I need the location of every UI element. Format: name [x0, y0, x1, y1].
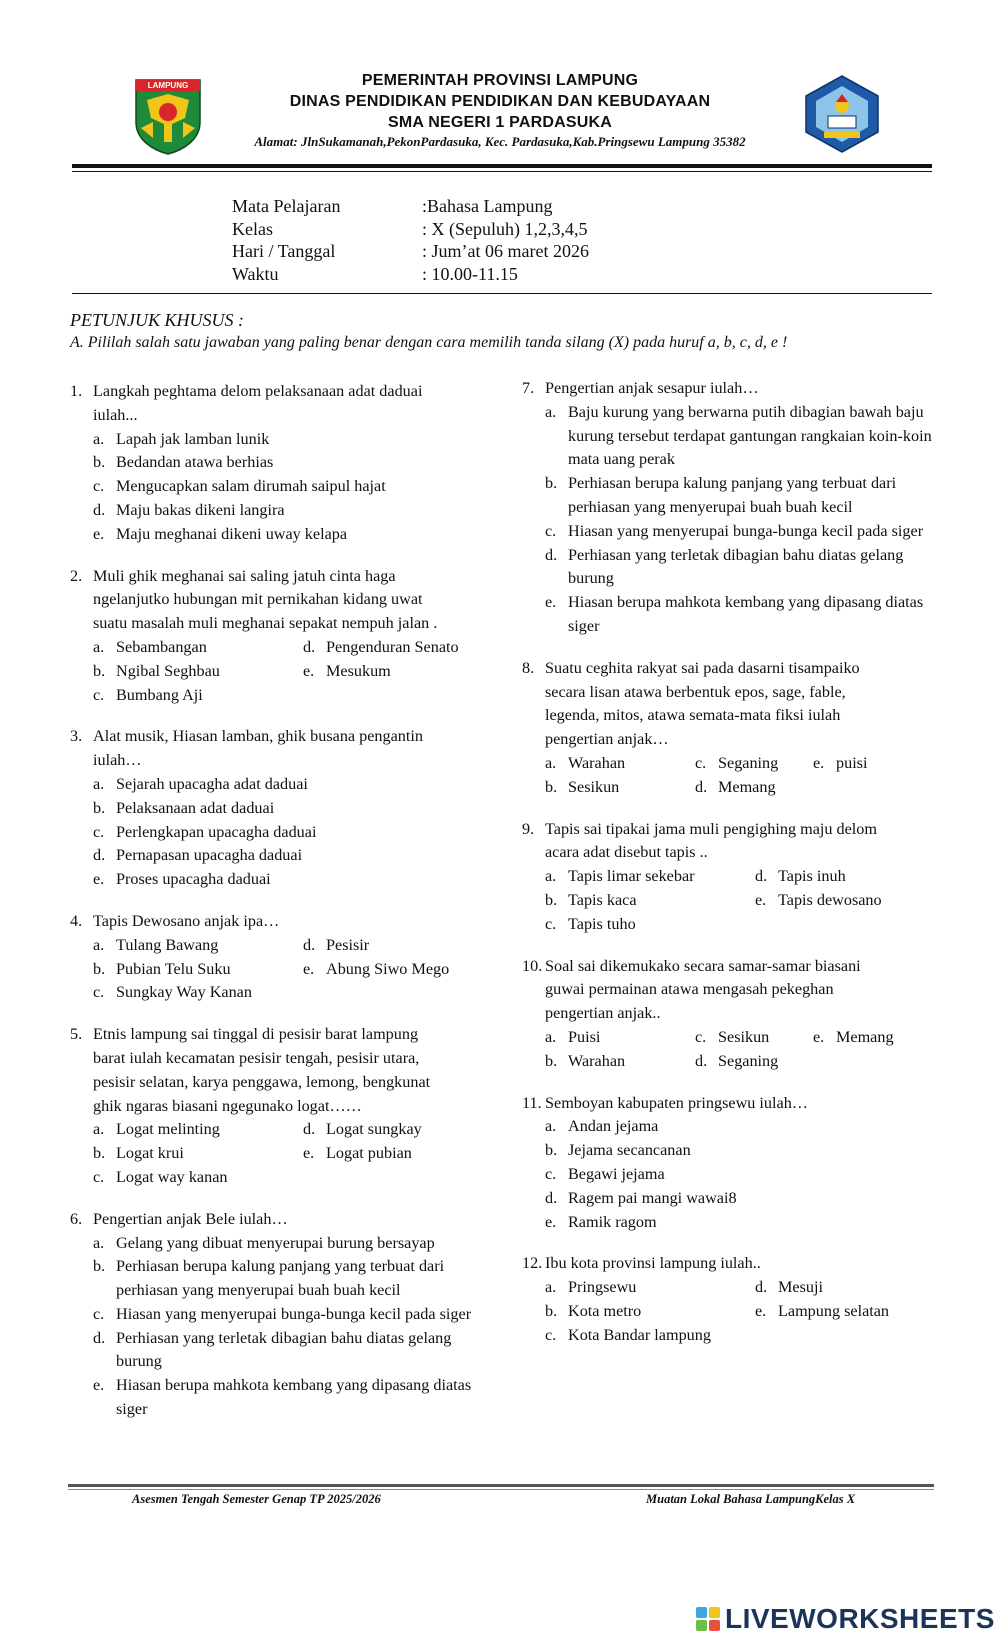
option-c[interactable]	[545, 913, 755, 937]
option-text: Bedandan atawa berhias	[116, 453, 274, 472]
questions-right-column	[522, 377, 932, 1365]
option-letter: c.	[545, 1325, 557, 1344]
option-text: Tapis kaca	[568, 890, 637, 909]
option-letter: a.	[545, 1027, 557, 1046]
exam-info	[232, 196, 589, 286]
option-letter: a.	[545, 402, 557, 421]
option-d[interactable]	[93, 1327, 480, 1375]
option-c[interactable]	[93, 684, 303, 708]
option-letter: a.	[93, 429, 105, 448]
option-text: Sesikun	[718, 1027, 770, 1046]
option-text: Seganing	[718, 1051, 779, 1070]
option-b[interactable]	[93, 660, 303, 684]
option-letter: a.	[545, 1117, 557, 1136]
option-a[interactable]	[93, 773, 480, 797]
option-letter: e.	[813, 1027, 825, 1046]
question-number: 1.	[70, 382, 83, 400]
option-a[interactable]	[545, 1276, 755, 1300]
question-number: 9.	[522, 819, 535, 838]
option-text: Proses upacagha daduai	[116, 870, 271, 889]
option-letter: e.	[813, 753, 825, 772]
option-text: Maju bakas dikeni langira	[116, 500, 285, 519]
liveworksheets-logo-icon	[695, 1606, 721, 1632]
option-text: Baju kurung yang berwarna putih dibagian bawah baju kurung tersebut terdapat gantungan rangkaian koin-koin mata uang perak	[568, 402, 932, 469]
option-c[interactable]	[695, 1026, 813, 1050]
info-label: Kelas	[232, 218, 273, 239]
header-divider-thick	[72, 164, 932, 168]
info-row	[232, 196, 589, 219]
option-letter: b.	[545, 1051, 558, 1070]
option-letter: d.	[303, 935, 316, 954]
option-e[interactable]	[813, 752, 932, 776]
questions-left-column	[70, 380, 480, 1440]
option-letter: b.	[93, 661, 106, 680]
instructions-title: PETUNJUK KHUSUS :	[70, 310, 244, 330]
option-text: puisi	[836, 753, 868, 772]
option-text: Mesuji	[778, 1278, 823, 1297]
question-text: Etnis lampung sai tinggal di pesisir barat lampung	[93, 1025, 419, 1044]
option-d[interactable]	[695, 1050, 813, 1074]
option-b[interactable]	[93, 797, 480, 821]
question-6	[70, 1208, 480, 1422]
option-letter: b.	[93, 1257, 106, 1276]
question-text: Soal sai dikemukako secara samar-samar biasani	[545, 956, 861, 975]
option-letter: a.	[93, 637, 105, 656]
question-text: ghik ngaras biasani ngegunako logat……	[93, 1096, 362, 1115]
header-line-1: PEMERINTAH PROVINSI LAMPUNG	[361, 72, 639, 89]
question-number: 2.	[70, 566, 83, 585]
question-12	[522, 1252, 932, 1347]
option-text: Andan jejama	[568, 1117, 659, 1136]
option-letter: a.	[545, 867, 557, 886]
option-letter: b.	[545, 474, 558, 493]
option-letter: a.	[545, 1278, 557, 1297]
question-number: 7.	[522, 379, 535, 397]
option-b[interactable]	[93, 1142, 303, 1166]
option-text: Pubian Telu Suku	[116, 959, 231, 978]
option-letter: a.	[93, 1233, 105, 1252]
option-c[interactable]	[545, 520, 932, 544]
option-text: Lapah jak lamban lunik	[116, 429, 270, 448]
option-a[interactable]	[545, 1115, 932, 1139]
option-a[interactable]	[93, 1232, 480, 1256]
option-text: Begawi jejama	[568, 1164, 665, 1183]
option-letter: d.	[303, 637, 316, 656]
option-a[interactable]	[545, 752, 695, 776]
option-letter: e.	[303, 1144, 315, 1163]
question-text: pengertian anjak..	[545, 1004, 661, 1023]
option-letter: e.	[545, 1212, 557, 1231]
option-a[interactable]	[93, 636, 303, 660]
option-text: Logat melinting	[116, 1120, 220, 1139]
question-7	[522, 377, 932, 639]
option-text: Puisi	[568, 1027, 601, 1046]
option-letter: d.	[93, 846, 106, 865]
option-a[interactable]	[545, 865, 755, 889]
option-c[interactable]	[93, 981, 303, 1005]
question-10	[522, 955, 932, 1074]
question-text: Pengertian anjak sesapur iulah…	[545, 379, 759, 397]
option-letter: c.	[545, 914, 557, 933]
header-line-3: SMA NEGERI 1 PARDASUKA	[388, 114, 612, 131]
question-number: 4.	[70, 911, 83, 930]
question-8	[522, 657, 932, 800]
option-text: Abung Siwo Mego	[326, 959, 450, 978]
question-text: legenda, mitos, atawa semata-mata fiksi iulah	[545, 706, 841, 725]
option-text: Logat sungkay	[326, 1120, 422, 1139]
option-letter: d.	[93, 500, 106, 519]
footer-right: Muatan Lokal Bahasa LampungKelas X	[646, 1492, 856, 1506]
option-text: Warahan	[568, 1051, 626, 1070]
option-b[interactable]	[93, 958, 303, 982]
option-b[interactable]	[545, 889, 755, 913]
option-text: Seganing	[718, 753, 779, 772]
option-text: Mengucapkan salam dirumah saipul hajat	[116, 477, 386, 496]
option-text: Gelang yang dibuat menyerupai burung bersayap	[116, 1233, 435, 1252]
option-letter: e.	[93, 1376, 105, 1395]
option-letter: d.	[93, 1328, 106, 1347]
question-text: Muli ghik meghanai sai saling jatuh cinta haga	[93, 566, 396, 585]
option-text: Perlengkapan upacagha daduai	[116, 822, 317, 841]
option-text: Sungkay Way Kanan	[116, 983, 252, 1002]
option-text: Pernapasan upacagha daduai	[116, 846, 303, 865]
option-letter: c.	[93, 1304, 105, 1323]
option-e[interactable]	[303, 1142, 480, 1166]
question-number: 8.	[522, 658, 535, 677]
option-b[interactable]	[93, 1255, 480, 1303]
option-c[interactable]	[93, 475, 480, 499]
info-label: Mata Pelajaran	[232, 196, 341, 216]
question-text: Ibu kota provinsi lampung iulah..	[545, 1254, 761, 1273]
info-value: : 10.00-11.15	[422, 263, 518, 284]
option-text: Tapis dewosano	[778, 890, 882, 909]
option-text: Tulang Bawang	[116, 935, 219, 954]
header-line-2: DINAS PENDIDIKAN PENDIDIKAN DAN KEBUDAYAAN	[289, 93, 711, 110]
option-text: Perhiasan yang terletak dibagian bahu diatas gelang burung	[116, 1328, 452, 1371]
question-text: secara lisan atawa berbentuk epos, sage, fable,	[545, 682, 846, 701]
option-text: Ramik ragom	[568, 1212, 657, 1231]
option-d[interactable]	[93, 499, 480, 523]
option-b[interactable]	[545, 1139, 932, 1163]
question-text: Suatu ceghita rakyat sai pada dasarni tisampaiko	[545, 658, 860, 677]
option-text: Sebambangan	[116, 637, 207, 656]
option-d[interactable]	[303, 1118, 480, 1142]
option-e[interactable]	[303, 660, 480, 684]
option-d[interactable]	[93, 844, 480, 868]
option-letter: b.	[545, 1141, 558, 1160]
option-text: Kota metro	[568, 1301, 642, 1320]
option-text: Logat way kanan	[116, 1167, 228, 1186]
question-text: acara adat disebut tapis ..	[545, 843, 708, 862]
option-text: Hiasan yang menyerupai bunga-bunga kecil pada siger	[116, 1304, 472, 1323]
option-c[interactable]	[93, 821, 480, 845]
question-text: ngelanjutko hubungan mit pernikahan kidang uwat	[93, 590, 423, 609]
option-text: Memang	[718, 777, 776, 796]
option-letter: c.	[93, 1167, 105, 1186]
question-text: Alat musik, Hiasan lamban, ghik busana pengantin	[93, 727, 423, 746]
option-b[interactable]	[545, 472, 932, 520]
option-c[interactable]	[545, 1163, 932, 1187]
header-address: Alamat: JlnSukamanah,PekonPardasuka, Kec. Pardasuka,Kab.Pringsewu Lampung 35382	[254, 134, 746, 149]
option-letter: c.	[93, 477, 105, 496]
option-letter: b.	[93, 1144, 106, 1163]
option-letter: e.	[545, 593, 557, 612]
option-text: Perhiasan yang terletak dibagian bahu diatas gelang burung	[568, 545, 904, 588]
option-letter: d.	[545, 545, 558, 564]
option-text: Ragem pai mangi wawai8	[568, 1188, 737, 1207]
question-number: 5.	[70, 1025, 83, 1044]
option-letter: a.	[93, 935, 105, 954]
option-letter: b.	[545, 890, 558, 909]
question-text: pesisir selatan, karya penggawa, lemong, bengkunat	[93, 1072, 431, 1091]
question-number: 10.	[522, 956, 543, 975]
question-text: Semboyan kabupaten pringsewu iulah…	[545, 1093, 808, 1112]
option-letter: b.	[93, 453, 106, 472]
option-text: Lampung selatan	[778, 1301, 890, 1320]
option-text: Tapis inuh	[778, 867, 846, 886]
option-d[interactable]	[303, 934, 480, 958]
option-letter: c.	[93, 983, 105, 1002]
info-label: Waktu	[232, 263, 279, 284]
option-text: Logat krui	[116, 1144, 184, 1163]
instructions-text: A. Pililah salah satu jawaban yang paling benar dengan cara memilih tanda silang (X) pada huruf a, b, c, d, e !	[70, 334, 788, 351]
option-b[interactable]	[93, 451, 480, 475]
option-d[interactable]	[755, 1276, 932, 1300]
option-text: Mesukum	[326, 661, 391, 680]
option-letter: b.	[93, 959, 106, 978]
option-e[interactable]	[303, 958, 480, 982]
option-text: Warahan	[568, 753, 626, 772]
option-letter: d.	[695, 1051, 708, 1070]
option-b[interactable]	[545, 1300, 755, 1324]
option-text: Memang	[836, 1027, 894, 1046]
option-d[interactable]	[545, 544, 932, 592]
option-letter: a.	[93, 1120, 105, 1139]
option-e[interactable]	[755, 1300, 932, 1324]
option-letter: c.	[695, 753, 707, 772]
option-c[interactable]	[545, 1324, 755, 1348]
option-letter: d.	[545, 1188, 558, 1207]
option-a[interactable]	[93, 934, 303, 958]
option-d[interactable]	[755, 865, 932, 889]
liveworksheets-brand[interactable]	[695, 1603, 995, 1635]
option-letter: e.	[93, 524, 105, 543]
option-text: Kota Bandar lampung	[568, 1325, 711, 1344]
option-text: Tapis limar sekebar	[568, 867, 695, 886]
option-letter: b.	[545, 777, 558, 796]
option-text: Maju meghanai dikeni uway kelapa	[116, 524, 348, 543]
option-text: Sejarah upacagha adat daduai	[116, 774, 308, 793]
option-c[interactable]	[695, 752, 813, 776]
option-e[interactable]	[755, 889, 932, 913]
option-text: Hiasan berupa mahkota kembang yang dipasang diatas siger	[568, 593, 924, 635]
info-value: : X (Sepuluh) 1,2,3,4,5	[422, 218, 588, 239]
option-letter: e.	[755, 890, 767, 909]
option-d[interactable]	[545, 1187, 932, 1211]
option-letter: a.	[545, 753, 557, 772]
info-value: :Bahasa Lampung	[422, 196, 553, 216]
option-e[interactable]	[93, 868, 480, 892]
option-e[interactable]	[545, 1211, 932, 1235]
info-label: Hari / Tanggal	[232, 241, 336, 261]
question-number: 6.	[70, 1209, 83, 1228]
option-b[interactable]	[545, 1050, 695, 1074]
option-letter: b.	[545, 1301, 558, 1320]
footer-divider-thick	[68, 1484, 934, 1487]
question-text: iulah…	[93, 751, 142, 770]
option-c[interactable]	[93, 1303, 480, 1327]
option-e[interactable]	[813, 1026, 932, 1050]
option-e[interactable]	[93, 1374, 480, 1422]
option-text: Hiasan berupa mahkota kembang yang dipasang diatas siger	[116, 1376, 472, 1419]
option-letter: c.	[93, 685, 105, 704]
option-text: Jejama secancanan	[568, 1141, 691, 1160]
footer-divider-thin	[68, 1489, 934, 1490]
question-text: Tapis Dewosano anjak ipa…	[93, 911, 280, 930]
option-letter: e.	[755, 1301, 767, 1320]
footer-left: Asesmen Tengah Semester Genap TP 2025/2026	[132, 1492, 381, 1506]
question-text: iulah...	[93, 405, 138, 424]
question-number: 11.	[522, 1093, 542, 1112]
left-logo-text: LAMPUNG	[147, 81, 189, 90]
option-letter: c.	[545, 1164, 557, 1183]
question-number: 12.	[522, 1254, 543, 1273]
option-text: Ngibal Seghbau	[116, 661, 220, 680]
option-text: Perhiasan berupa kalung panjang yang terbuat dari perhiasan yang menyerupai buah buah kecil	[568, 474, 897, 516]
info-value: : Jum’at 06 maret 2026	[422, 241, 589, 261]
option-text: Tapis tuho	[568, 914, 636, 933]
header-divider-thin	[72, 171, 932, 172]
question-5	[70, 1023, 480, 1190]
option-letter: c.	[545, 521, 557, 540]
option-a[interactable]	[545, 1026, 695, 1050]
info-row	[232, 219, 589, 242]
option-text: Sesikun	[568, 777, 620, 796]
question-2	[70, 565, 480, 708]
option-text: Perhiasan berupa kalung panjang yang terbuat dari perhiasan yang menyerupai buah buah kecil	[116, 1257, 445, 1300]
info-divider	[72, 293, 932, 294]
option-letter: d.	[755, 867, 768, 886]
option-letter: d.	[303, 1120, 316, 1139]
option-text: Hiasan yang menyerupai bunga-bunga kecil pada siger	[568, 521, 924, 540]
option-letter: c.	[93, 822, 105, 841]
option-letter: d.	[695, 777, 708, 796]
option-text: Pesisir	[326, 935, 370, 954]
question-4	[70, 910, 480, 1005]
option-e[interactable]	[545, 591, 932, 639]
question-text: Pengertian anjak Bele iulah…	[93, 1209, 288, 1228]
question-number: 3.	[70, 727, 83, 746]
question-3	[70, 725, 480, 892]
question-text: barat iulah kecamatan pesisir tengah, pesisir utara,	[93, 1048, 420, 1067]
option-letter: b.	[93, 798, 106, 817]
option-letter: a.	[93, 774, 105, 793]
option-text: Bumbang Aji	[116, 685, 203, 704]
option-a[interactable]	[93, 1118, 303, 1142]
question-text: suatu masalah muli meghanai sepakat nempuh jalan .	[93, 614, 438, 633]
option-text: Pengenduran Senato	[326, 637, 459, 656]
question-11	[522, 1092, 932, 1235]
option-letter: e.	[93, 870, 105, 889]
option-letter: d.	[755, 1278, 768, 1297]
option-letter: e.	[303, 661, 315, 680]
info-row	[232, 241, 589, 264]
option-a[interactable]	[545, 401, 932, 472]
option-a[interactable]	[93, 428, 480, 452]
info-row	[232, 264, 589, 287]
option-e[interactable]	[93, 523, 480, 547]
option-b[interactable]	[545, 776, 695, 800]
option-text: Logat pubian	[326, 1144, 412, 1163]
option-letter: c.	[695, 1027, 707, 1046]
question-text: guwai permainan atawa mengasah pekeghan	[545, 980, 834, 999]
question-1	[70, 380, 480, 547]
option-letter: e.	[303, 959, 315, 978]
option-text: Pelaksanaan adat daduai	[116, 798, 275, 817]
brand-text: LIVEWORKSHEETS	[725, 1603, 995, 1634]
question-text: Langkah peghtama delom pelaksanaan adat daduai	[93, 382, 423, 400]
question-9	[522, 818, 932, 937]
question-text: pengertian anjak…	[545, 730, 669, 749]
option-d[interactable]	[695, 776, 813, 800]
question-text: Tapis sai tipakai jama muli pengighing maju delom	[545, 819, 877, 838]
option-d[interactable]	[303, 636, 480, 660]
option-c[interactable]	[93, 1166, 303, 1190]
option-text: Pringsewu	[568, 1278, 637, 1297]
